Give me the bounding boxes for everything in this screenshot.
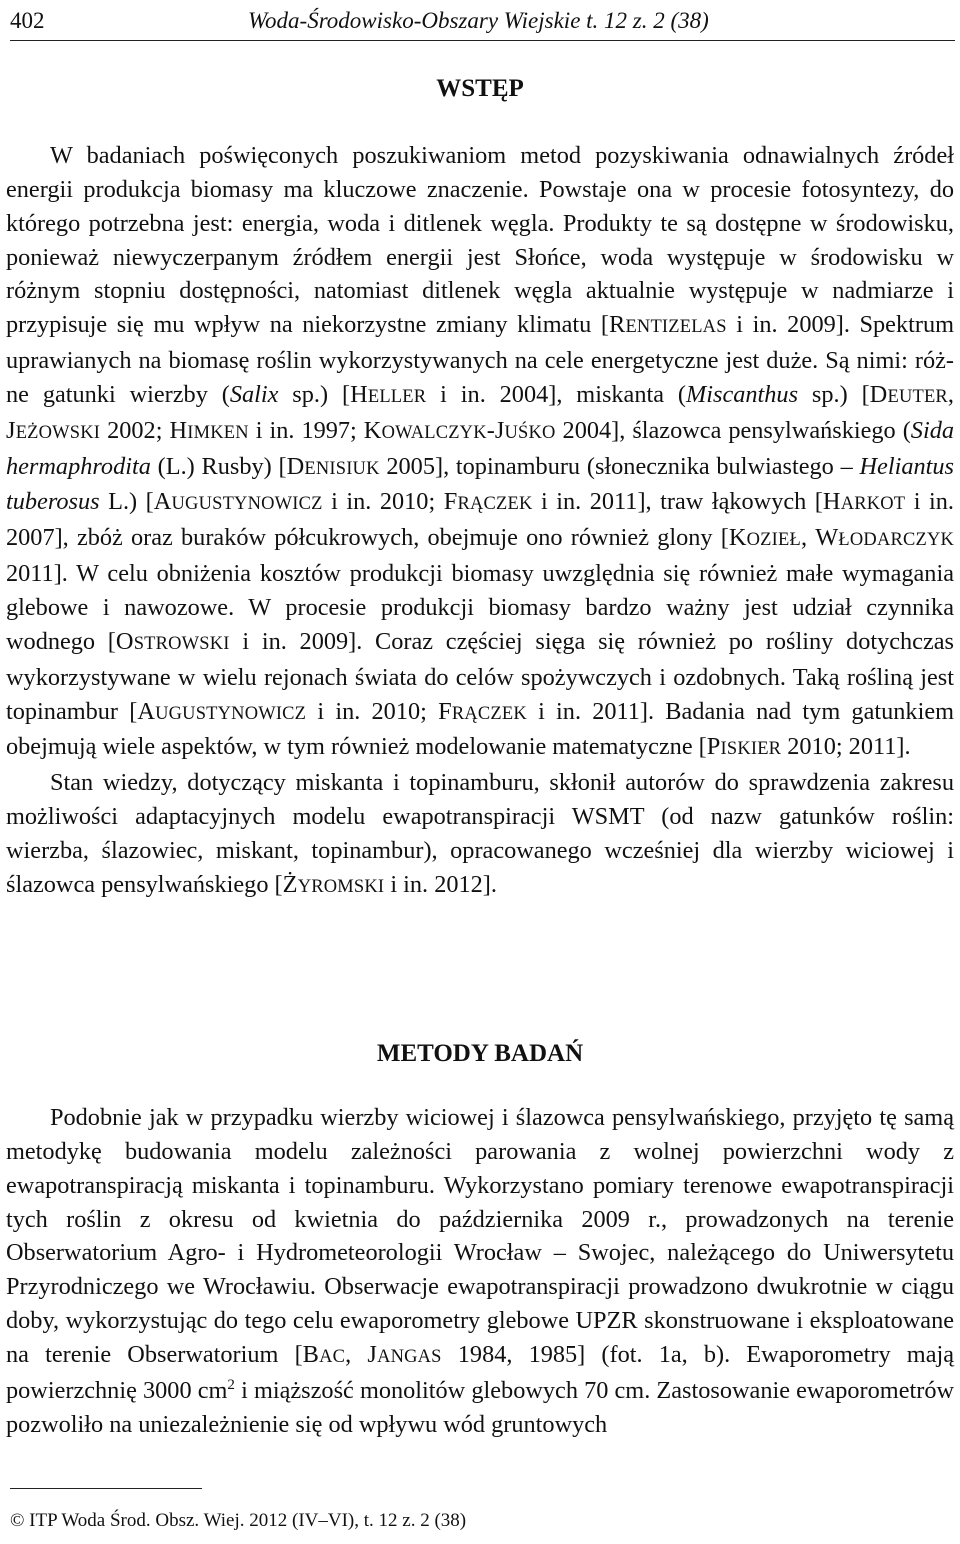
author-reference: KOZIEŁ: [728, 524, 801, 552]
species-name: Miscanthus: [686, 380, 799, 408]
copyright-footer: © ITP Woda Środ. Obsz. Wiej. 2012 (IV–VI), t. 12 z. 2 (38): [10, 1510, 467, 1531]
paragraph: Podobnie jak w przypadku wierzby wiciowej i ślazowca pensylwańskiego, przyjęto tę samą metodykę budowania modelu zależności parowania z wolnej powierzchni wody z ewapotranspiracją miskanta i topinamburu. Wykorzystano pomiary terenowe ewapotranspiracji tych roślin z okresu od kwietnia do października 2009 r., prowadzonych na terenie Obserwatorium Agro- i Hydrometeorologii Wrocław – Swojec, należącego do Uniwersytetu Przyrodniczego we Wrocławiu. Obserwacje ewapotranspiracji prowadzono dwukrotnie w ciągu doby, wykorzystując do tego celu ewaporometry glebowe UPZR skonstruowane i eksploatowane na terenie Obserwatorium [BAC, JANGAS 1984, 1985] (fot. 1a, b). Ewaporometry mają powierzchnię 3000 $cm^2$ i miąższość monolitów glebowych 70 cm. Zastosowanie ewaporometrów pozwoliło na uniezależnienie się od wpływu wód gruntowych: [6, 1104, 955, 1438]
author-reference: AUGUSTYNOWICZ: [153, 488, 323, 516]
author-reference: HIMKEN: [169, 416, 249, 444]
species-name: Heliantus tuberosus: [6, 452, 954, 516]
footer-rule: [10, 1488, 202, 1489]
author-reference: ŻYROMSKI: [282, 870, 385, 898]
author-reference: OSTROWSKI: [115, 627, 230, 655]
page-number: 402: [10, 8, 45, 33]
species-name: Sida hermaphrodita: [6, 416, 954, 480]
author-reference: JANGAS: [367, 1340, 442, 1368]
section-heading-wstep: WSTĘP: [436, 75, 524, 102]
author-reference: KOWALCZYK: [363, 416, 487, 444]
paragraph: W badaniach poświęconych poszukiwaniom metod pozyskiwania odnawialnych źródeł energii produkcja biomasy ma kluczowe znaczenie. Powstaje ona w procesie fotosyntezy, do którego potrzebna jest: energia, woda i ditlenek węgla. Produkty te są dostępne w środowisku, ponieważ niewyczerpanym źródłem energii jest Słońce, woda występuje w środowisku w różnym stopniu dostępności, natomiast ditlenek węgla aktualnie występuje w nadmiarze i przypisuje się mu wpływ na niekorzystne zmiany klimatu [RENTIZELAS i in. 2009]. Spektrum uprawianych na biomasę roślin wykorzystywanych na cele energetyczne jest duże. Są nimi: różne gatunki wierzby (Salix sp.) [HELLER i in. 2004], miskanta (Miscanthus sp.) [DEUTER, JEŻOWSKI 2002; HIMKEN i in. 1997; KOWALCZYK-JUŚKO 2004], ślazowca pensylwańskiego (Sida hermaphrodita (L.) Rusby) [DENISIUK 2005], topinamburu (słonecznika bulwiastego – Heliantus tuberosus L.) [AUGUSTYNOWICZ i in. 2010; FRĄCZEK i in. 2011], traw łąkowych [HARKOT i in. 2007], zbóż oraz buraków półcukrowych, obejmuje ono również glony [KOZIEŁ, WŁODARCZYK 2011]. W celu obniżenia kosztów produkcji biomasy uwzględnia się również małe wymagania glebowe i nawozowe. W procesie produkcji biomasy bardzo ważny jest udział czynnika wodnego [OSTROWSKI i in. 2009]. Coraz częściej sięga się również po rośliny dotychczas wykorzystywane w wielu rejonach świata do celów spożywczych i ozdobnych. Taką rośliną jest topinambur [AUGUSTYNOWICZ i in. 2010; FRĄCZEK i in. 2011]. Badania nad tym gatunkiem obejmują wiele aspektów, w tym również modelowanie matematyczne [PISKIER 2010; 2011].: [6, 142, 955, 761]
author-reference: DENISIUK: [286, 452, 380, 480]
section-heading-metody: METODY BADAŃ: [376, 1040, 584, 1067]
author-reference: RENTIZELAS: [609, 311, 727, 339]
author-reference: JUŚKO: [494, 416, 556, 444]
journal-title: Woda-Środowisko-Obszary Wiejskie t. 12 z. 2 (38): [248, 8, 709, 33]
running-header: [10, 6, 955, 41]
author-reference: PISKIER: [706, 733, 782, 761]
superscript: 2: [227, 1376, 235, 1393]
author-reference: BAC: [302, 1340, 346, 1368]
author-reference: DEUTER: [869, 380, 948, 408]
section-body-wstep: [6, 139, 954, 904]
author-reference: FRĄCZEK: [443, 488, 533, 516]
author-reference: HELLER: [350, 380, 427, 408]
author-reference: HARKOT: [822, 488, 906, 516]
author-reference: AUGUSTYNOWICZ: [137, 697, 307, 725]
author-reference: WŁODARCZYK: [815, 524, 955, 552]
author-reference: FRĄCZEK: [438, 697, 527, 725]
section-body-metody: [6, 1101, 954, 1441]
author-reference: JEŻOWSKI: [6, 416, 101, 444]
species-name: Salix: [229, 380, 279, 408]
paragraph: Stan wiedzy, dotyczący miskanta i topinamburu, skłonił autorów do sprawdzenia zakresu możliwości adaptacyjnych modelu ewapotranspiracji WSMT (od nazw gatunków roślin: wierzba, ślazowiec, miskant, topinambur), opracowanego wcześniej dla wierzby wiciowej i ślazowca pensylwańskiego [ŻYROMSKI i in. 2012].: [6, 769, 954, 898]
